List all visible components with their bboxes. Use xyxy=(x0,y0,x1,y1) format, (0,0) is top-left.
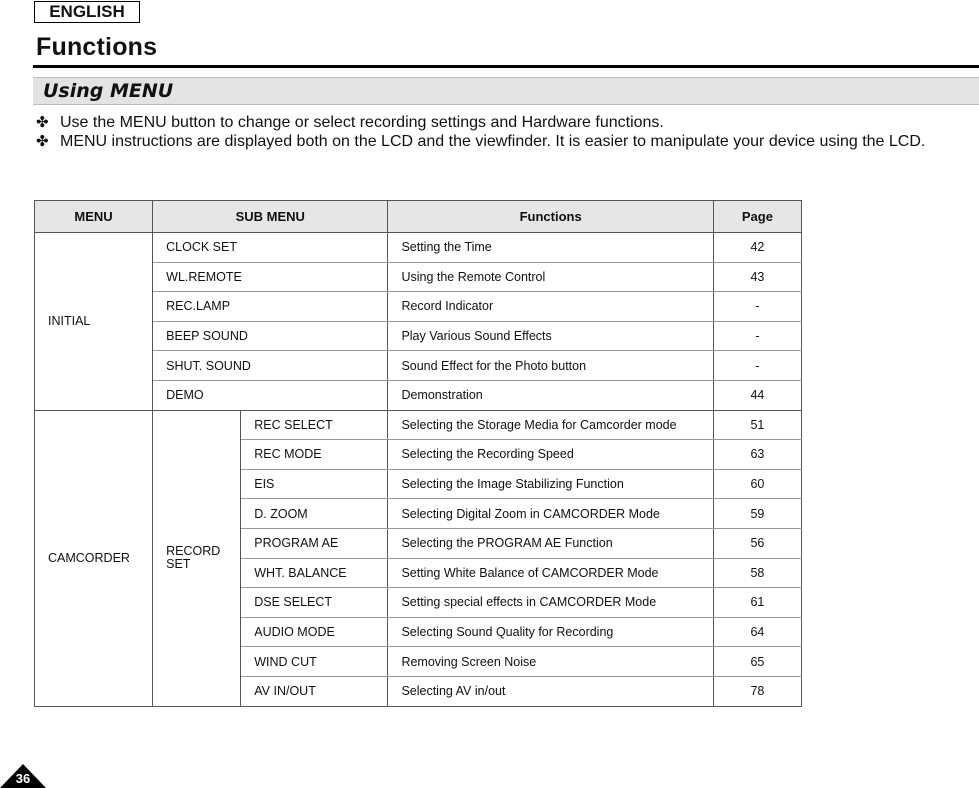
function-cell: Setting special effects in CAMCORDER Mode xyxy=(388,588,713,618)
bullet-item xyxy=(36,114,664,132)
submenu-cell: REC SELECT xyxy=(241,410,388,440)
function-cell: Selecting Digital Zoom in CAMCORDER Mode xyxy=(388,499,713,529)
submenu-cell: WIND CUT xyxy=(241,647,388,677)
function-cell: Removing Screen Noise xyxy=(388,647,713,677)
table-header-row xyxy=(35,201,802,233)
page-cell: 56 xyxy=(713,528,801,558)
page-cell: 58 xyxy=(713,558,801,588)
menu-table xyxy=(34,200,802,707)
function-cell: Record Indicator xyxy=(388,292,713,322)
function-cell: Selecting AV in/out xyxy=(388,676,713,706)
submenu-cell: D. ZOOM xyxy=(241,499,388,529)
function-cell: Demonstration xyxy=(388,380,713,410)
page-cell: 43 xyxy=(713,262,801,292)
page-cell: 61 xyxy=(713,588,801,618)
page-title: Functions xyxy=(36,33,158,61)
function-cell: Selecting the PROGRAM AE Function xyxy=(388,528,713,558)
submenu-cell: CLOCK SET xyxy=(153,233,388,263)
table-row xyxy=(35,233,802,263)
submenu-cell: SHUT. SOUND xyxy=(153,351,388,381)
header-functions: Functions xyxy=(388,201,713,233)
language-label: ENGLISH xyxy=(34,1,140,23)
page-cell: 51 xyxy=(713,410,801,440)
submenu-cell: WL.REMOTE xyxy=(153,262,388,292)
page-cell: - xyxy=(713,321,801,351)
bullet-mark-icon: ✤ xyxy=(36,114,49,131)
section-header xyxy=(33,77,979,105)
submenu-cell: AUDIO MODE xyxy=(241,617,388,647)
function-cell: Sound Effect for the Photo button xyxy=(388,351,713,381)
page-cell: 59 xyxy=(713,499,801,529)
page-number: 36 xyxy=(15,771,31,786)
page-cell: - xyxy=(713,292,801,322)
function-cell: Selecting Sound Quality for Recording xyxy=(388,617,713,647)
submenu-cell: EIS xyxy=(241,469,388,499)
table-row xyxy=(35,410,802,440)
header-page: Page xyxy=(713,201,801,233)
function-cell: Setting White Balance of CAMCORDER Mode xyxy=(388,558,713,588)
page-cell: 78 xyxy=(713,676,801,706)
bullet-item xyxy=(36,133,925,151)
function-cell: Using the Remote Control xyxy=(388,262,713,292)
submenu-cell: DSE SELECT xyxy=(241,588,388,618)
page-cell: 64 xyxy=(713,617,801,647)
page-cell: 44 xyxy=(713,380,801,410)
function-cell: Selecting the Image Stabilizing Function xyxy=(388,469,713,499)
bullet-mark-icon: ✤ xyxy=(36,133,49,150)
submenu-cell: REC MODE xyxy=(241,440,388,470)
submenu-cell: DEMO xyxy=(153,380,388,410)
function-cell: Play Various Sound Effects xyxy=(388,321,713,351)
header-submenu: SUB MENU xyxy=(153,201,388,233)
submenu-cell: PROGRAM AE xyxy=(241,528,388,558)
submenu-cell: REC.LAMP xyxy=(153,292,388,322)
page-cell: 63 xyxy=(713,440,801,470)
section-title: Using MENU xyxy=(43,80,174,102)
bullet-text: Use the MENU button to change or select recording settings and Hardware functions. xyxy=(60,114,664,131)
function-cell: Setting the Time xyxy=(388,233,713,263)
submenu-cell: BEEP SOUND xyxy=(153,321,388,351)
page-cell: 65 xyxy=(713,647,801,677)
menu-category-initial: INITIAL xyxy=(35,233,153,411)
bullet-text: MENU instructions are displayed both on the LCD and the viewfinder. It is easier to manipulate your device using the LCD. xyxy=(60,133,926,150)
group-label-line: SET xyxy=(166,557,191,572)
group-label-line: RECORD xyxy=(166,544,221,559)
submenu-group-record-set xyxy=(153,410,241,706)
menu-category-camcorder: CAMCORDER xyxy=(35,410,153,706)
page-cell: - xyxy=(713,351,801,381)
header-menu: MENU xyxy=(35,201,153,233)
submenu-cell: AV IN/OUT xyxy=(241,676,388,706)
submenu-cell: WHT. BALANCE xyxy=(241,558,388,588)
title-divider xyxy=(33,65,979,68)
function-cell: Selecting the Storage Media for Camcorder mode xyxy=(388,410,713,440)
page-cell: 42 xyxy=(713,233,801,263)
page-cell: 60 xyxy=(713,469,801,499)
function-cell: Selecting the Recording Speed xyxy=(388,440,713,470)
